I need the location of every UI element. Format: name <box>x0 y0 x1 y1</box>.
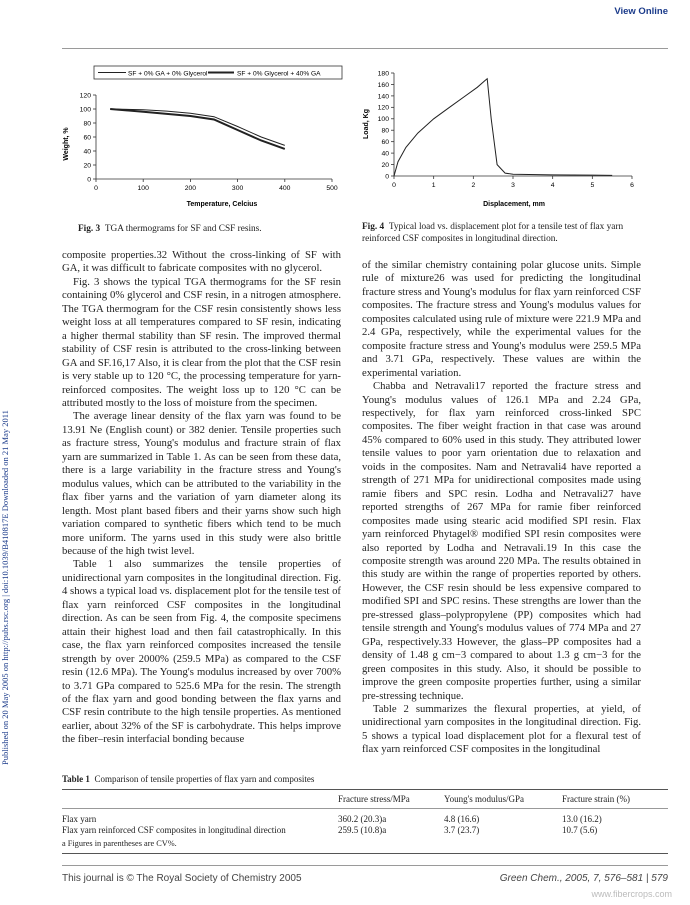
fig3-x-tick-label: 300 <box>231 185 244 192</box>
fig3-x-tick-label: 400 <box>279 185 291 192</box>
table-1-header-rule <box>62 808 668 809</box>
fig4-caption-label: Fig. 4 <box>362 222 385 232</box>
fig3-legend-label-2: SF + 0% Glycerol + 40% GA <box>237 70 321 78</box>
right-paragraph-2: Chabba and Netravali17 reported the fracture stress and Young's modulus values of 126.1 MPa and 2.24 GPa, respectively, for flax yarn reinforced cross-linked SPC composites. The fiber weight fraction in that case was around 45% compared to 60% used in this study. They attributed lower tensile values to poor yarn orientation due to relaxation and voids in the composites. Nam and Netravali4 have reported a strength of 271 MPa for unidirectional composites made using ramie fibers and SPC resin. Lodha and Netravali27 have reported strengths of 267 MPa for ramie fiber reinforced composites made using stearic acid modified SPI resin. Flax yarn reinforced Phytagel® modified SPI resin composites were also reported by Lodha and Netravali.19 In this case the composite strength was around 220 MPa. The results obtained in this study are within the range of properties reported by others. However, the CSF resin should be less expensive compared to modified SPI and SPC resins. These strengths are lower than the pre-stressed glass–polypropylene (PP) composites which had tensile strength and Young's modulus values of 774 MPa and 27 GPa, respectively.33 However, the glass–PP composites had a density of 1.48 g cm−3 compared to about 1.3 g cm−3 for the green composites in this study. Also, it should be possible to improve the green composite properties further, using a similar pre-stressing technique. <box>362 380 641 702</box>
fig3-y-tick-label: 120 <box>79 92 91 100</box>
table-cell: 360.2 (20.3)a <box>338 814 387 824</box>
fig4-x-tick-label: 4 <box>550 182 555 189</box>
fig4-x-tick-label: 5 <box>590 182 595 189</box>
fig4-caption-text: Typical load vs. displacement plot for a tensile test of flax yarn reinforced CSF composites in longitudinal direction. <box>362 222 624 244</box>
header-rule <box>62 48 668 49</box>
table-1 <box>62 774 668 854</box>
fig3-x-tick-label: 100 <box>137 185 149 192</box>
fig3-y-tick-label: 40 <box>83 148 91 156</box>
fig4-ylabel: Load, Kg <box>363 109 370 139</box>
footer-copyright: This journal is © The Royal Society of Chemistry 2005 <box>62 873 302 884</box>
fig4-x-tick-label: 3 <box>511 182 515 189</box>
fig4-y-tick-label: 100 <box>377 116 389 124</box>
table-1-header-youngs-modulus: Young's modulus/GPa <box>444 794 524 804</box>
fig3-caption-label: Fig. 3 <box>78 224 101 234</box>
fig3-y-tick-label: 20 <box>83 162 91 170</box>
fig3-chart <box>62 62 352 212</box>
table-cell: 13.0 (16.2) <box>562 814 602 824</box>
fig4-x-tick-label: 6 <box>630 182 634 189</box>
table-1-label: Table 1 <box>62 774 90 784</box>
fig3-ylabel: Weight, % <box>63 127 70 161</box>
fig4-caption <box>362 221 652 245</box>
table-row <box>62 825 668 836</box>
table-cell: 4.8 (16.6) <box>444 814 480 824</box>
fig4-y-tick-label: 140 <box>377 93 389 101</box>
side-banner <box>2 245 12 765</box>
table-row <box>62 814 668 825</box>
left-paragraph-1: composite properties.32 Without the cross-linking of SF with GA, it was difficult to fabricate composites with no glycerol. <box>62 249 341 275</box>
left-text-column <box>62 249 341 747</box>
fig3-x-tick-label: 0 <box>94 185 98 192</box>
fig3-xlabel: Temperature, Celcius <box>186 201 258 208</box>
side-banner-text[interactable]: Published on 20 May 2005 on http://pubs.rsc.org | doi:10.1039/B410817E Downloaded on 21 May 2011 <box>0 410 10 765</box>
table-cell: Flax yarn <box>62 814 97 824</box>
fig3-y-tick-label: 0 <box>87 176 91 184</box>
fig4-y-tick-label: 20 <box>381 161 389 169</box>
table-1-caption <box>62 774 668 784</box>
fig4-y-tick-label: 0 <box>385 173 389 181</box>
right-text-column <box>362 259 641 757</box>
table-1-title: Comparison of tensile properties of flax yarn and composites <box>94 774 315 784</box>
table-1-bottom-rule <box>62 853 668 854</box>
fig4-y-tick-label: 160 <box>377 81 389 89</box>
fig3-series-line-2 <box>110 109 285 149</box>
view-online-link[interactable]: View Online <box>614 6 668 17</box>
fig3-y-tick-label: 100 <box>79 106 91 114</box>
fig3-y-tick-label: 80 <box>83 120 91 128</box>
right-paragraph-1: of the similar chemistry containing polar glucose units. Simple rule of mixture26 was used for predicting the longitudinal fracture stress and Young's modulus for flax yarn reinforced CSF composites. The fracture stress and Young's modulus values for composites calculated using rule of mixture were 221.9 MPa and 2.4 GPa, respectively, while the experimental values for the composite fracture stress and Young's modulus were 259.5 MPa and 3.71 GPa, respectively. These values are within the experimental variation. <box>362 259 641 379</box>
table-1-header-fracture-stress: Fracture stress/MPa <box>338 794 410 804</box>
table-1-footnote: a Figures in parentheses are CV%. <box>62 839 177 848</box>
table-1-header-row <box>62 794 668 808</box>
table-cell: Flax yarn reinforced CSF composites in longitudinal direction <box>62 825 286 835</box>
fig4-y-tick-label: 80 <box>381 127 389 135</box>
fig3-y-tick-label: 60 <box>83 134 91 142</box>
right-paragraph-3: Table 2 summarizes the flexural properties, at yield, of unidirectional yarn composites in the longitudinal direction. Fig. 5 shows a typical load displacement plot for a flexural test of flax yarn reinforced CSF composites in the longitudinal <box>362 702 641 756</box>
table-cell: 259.5 (10.8)a <box>338 825 387 835</box>
table-cell: 10.7 (5.6) <box>562 825 598 835</box>
table-1-header-fracture-strain: Fracture strain (%) <box>562 794 630 804</box>
watermark: www.fibercrops.com <box>591 889 672 899</box>
footer-citation: Green Chem., 2005, 7, 576–581 | 579 <box>499 873 668 884</box>
fig3-x-tick-label: 500 <box>326 185 338 192</box>
fig3-caption-text: TGA thermograms for SF and CSF resins. <box>104 224 262 234</box>
fig4-series-line <box>394 79 612 176</box>
footer-rule <box>62 865 668 866</box>
fig4-x-tick-label: 0 <box>392 182 396 189</box>
fig4-y-tick-label: 180 <box>377 70 389 78</box>
left-paragraph-2: Fig. 3 shows the typical TGA thermograms for the SF resin containing 0% glycerol and CSF resin, in a nitrogen atmosphere. The TGA thermogram for the CSF resin consistently shows less weight loss at all temperatures compared to SF resin, indicating a higher thermal stability than SF resin. The improved thermal stability of CSF resin is attributed to the cross-linking between GA and SF.16,17 Also, it is clear from the plot that the CSF resin is very stable up to 120 °C, the processing temperature for yarn-reinforced composites. The weight loss up to 120 °C can be attributed mostly to the loss of moisture from the specimen. <box>62 275 341 409</box>
fig3-legend-label-1: SF + 0% GA + 0% Glycerol <box>128 70 208 78</box>
fig4-x-tick-label: 2 <box>471 182 476 189</box>
fig3-caption <box>78 223 262 235</box>
fig4-x-tick-label: 1 <box>431 182 436 189</box>
left-paragraph-3: The average linear density of the flax yarn was found to be 13.91 Ne (English count) or 382 denier. Tensile properties such as fracture stress, Young's modulus and fracture strain of flax yarn are summarized in Table 1. As can be seen from these data, there is a large variability in the fracture stress and Young's modulus values, which can be attributed to the variability in the flax fiber yarns and the variation of yarn diameter along its length. Most plant based fibers and their yarns show such high variation compared to synthetic fibers which tend to be much more uniform. The yarns used in this study were also brittle because of the high twist level. <box>62 410 341 557</box>
fig3-x-tick-label: 200 <box>184 185 197 192</box>
fig4-xlabel: Displacement, mm <box>483 201 545 208</box>
left-paragraph-4: Table 1 also summarizes the tensile properties of unidirectional yarn composites in the longitudinal direction. Fig. 4 shows a typical load vs. displacement plot for the tensile test of flax yarn reinforced CSF composites in the longitudinal direction. As can be seen from Fig. 4, the composite specimens attain their highest load and then fail catastrophically. In this case, the flax yarn reinforced composites increased the tensile strength by over 2000% (259.5 MPa) as compared to the CSF resin (12.6 MPa). The Young's modulus increased by over 700% to 3.71 GPa compared to 525.6 MPa for the resin. The strength of the flax yarn and good bonding between the flax yarns and CSF resin contribute to the high tensile properties. As mentioned earlier, about 32% of the SF is carbohydrate. This helps improve the fiber–resin interfacial bonding because <box>62 558 341 746</box>
fig4-y-tick-label: 40 <box>381 150 389 158</box>
fig4-y-tick-label: 120 <box>377 104 389 112</box>
fig4-y-tick-label: 60 <box>381 139 389 147</box>
table-cell: 3.7 (23.7) <box>444 825 480 835</box>
fig4-chart <box>356 62 646 210</box>
table-1-top-rule <box>62 789 668 790</box>
